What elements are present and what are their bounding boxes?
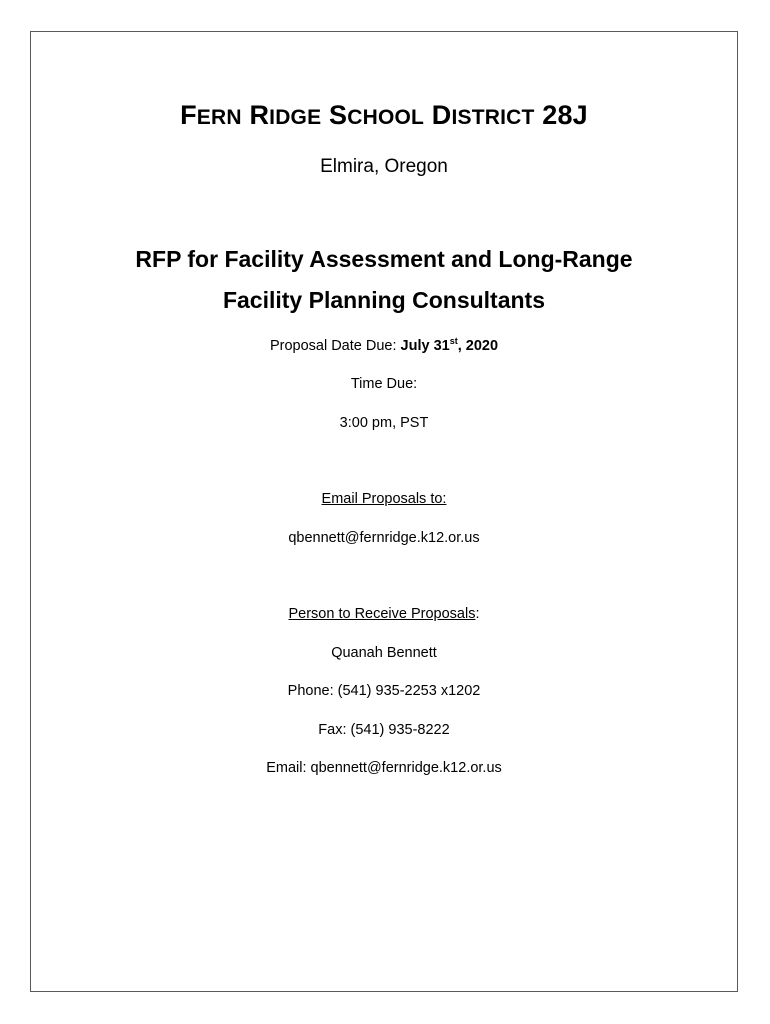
time-due-label: Time Due: bbox=[350, 376, 418, 392]
email-proposals-heading: Email Proposals to: bbox=[321, 491, 447, 507]
district-location: Elmira, Oregon bbox=[320, 156, 448, 177]
rfp-title-line-1: RFP for Facility Assessment and Long-Range bbox=[135, 246, 633, 272]
proposal-due-date: Proposal Date Due: July 31st, 2020 bbox=[269, 336, 499, 354]
time-due-value: 3:00 pm, PST bbox=[339, 415, 429, 431]
submission-email: qbennett@fernridge.k12.or.us bbox=[288, 530, 480, 546]
person-to-receive-heading: Person to Receive Proposals: bbox=[288, 606, 480, 622]
contact-name: Quanah Bennett bbox=[331, 645, 437, 661]
contact-fax: Fax: (541) 935-8222 bbox=[318, 722, 450, 738]
rfp-title-line-2: Facility Planning Consultants bbox=[222, 287, 546, 313]
district-title: FERN RIDGE SCHOOL DISTRICT 28J bbox=[180, 100, 588, 130]
contact-email: Email: qbennett@fernridge.k12.or.us bbox=[266, 760, 502, 776]
contact-phone: Phone: (541) 935-2253 x1202 bbox=[287, 683, 481, 699]
